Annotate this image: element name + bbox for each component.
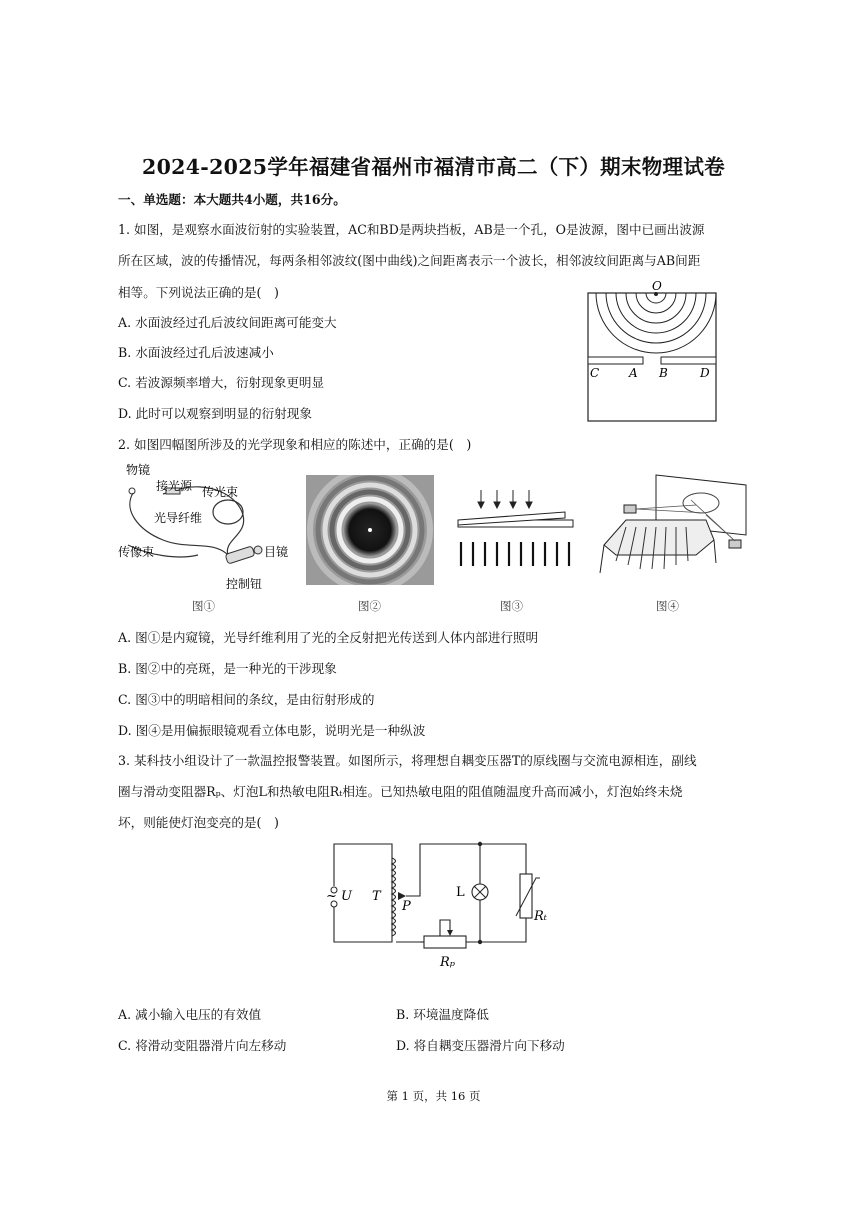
caption-fig4: 图④	[656, 599, 679, 613]
q1-option-c[interactable]: C. 若波源频率增大，衍射现象更明显	[118, 375, 325, 390]
q3-option-c[interactable]: C. 将滑动变阻器滑片向左移动	[118, 1038, 287, 1053]
page-title: 2024-2025学年福建省福州市福清市高二（下）期末物理试卷	[142, 155, 725, 179]
q1-stem-line1: 1. 如图，是观察水面波衍射的实验装置，AC和BD是两块挡板，AB是一个孔，O是波源，图中已画出波源	[118, 222, 705, 237]
circuit-diagram	[320, 838, 560, 978]
q1-stem-line2: 所在区域，波的传播情况，每两条相邻波纹(图中曲线)之间距离表示一个波长，相邻波纹间距离与AB间距	[118, 253, 701, 268]
q3-stem-line3: 坏，则能使灯泡变亮的是( )	[118, 815, 279, 830]
label-rheostat: Rₚ	[440, 955, 455, 970]
label-optical-fiber: 光导纤维	[154, 511, 203, 525]
q1-option-b[interactable]: B. 水面波经过孔后波速减小	[118, 345, 274, 360]
q2-option-d[interactable]: D. 图④是用偏振眼镜观看立体电影，说明光是一种纵波	[118, 723, 426, 738]
label-thermistor: Rₜ	[534, 909, 547, 924]
q2-option-a[interactable]: A. 图①是内窥镜，光导纤维利用了光的全反射把光传送到人体内部进行照明	[118, 630, 539, 645]
q1-option-d[interactable]: D. 此时可以观察到明显的衍射现象	[118, 406, 312, 421]
label-transformer: T	[372, 889, 381, 904]
fringe-figure	[453, 488, 578, 568]
q2-option-b[interactable]: B. 图②中的亮斑，是一种光的干涉现象	[118, 661, 337, 676]
label-a: A	[629, 366, 638, 380]
label-control-knob: 控制钮	[226, 577, 263, 591]
label-b: B	[659, 366, 668, 380]
caption-fig3: 图③	[500, 599, 523, 613]
endoscope-figure	[118, 460, 288, 595]
q2-stem: 2. 如图四幅图所涉及的光学现象和相应的陈述中，正确的是( )	[118, 437, 472, 452]
label-eyepiece: 目镜	[264, 545, 288, 559]
q2-option-c[interactable]: C. 图③中的明暗相间的条纹，是由衍射形成的	[118, 692, 375, 707]
bright-spot-figure	[306, 475, 434, 585]
q1-option-a[interactable]: A. 水面波经过孔后波纹间距离可能变大	[118, 315, 337, 330]
label-objective: 物镜	[126, 463, 151, 477]
page-footer: 第 1 页，共 16 页	[386, 1089, 481, 1103]
label-light-source: 接光源	[156, 479, 193, 493]
caption-fig1: 图①	[192, 599, 215, 613]
section-heading: 一、单选题：本大题共4小题，共16分。	[118, 192, 346, 207]
label-c: C	[590, 366, 600, 380]
q3-stem-line2: 圈与滑动变阻器Rₚ、灯泡L和热敏电阻Rₜ相连。已知热敏电阻的阻值随温度升高而减小，灯泡始终未烧	[118, 784, 683, 799]
q1-stem-line3: 相等。下列说法正确的是( )	[118, 285, 279, 300]
label-slider-p: P	[402, 899, 411, 914]
q3-option-d[interactable]: D. 将自耦变压器滑片向下移动	[396, 1038, 565, 1053]
label-source: ~ U	[326, 889, 352, 904]
q3-stem-line1: 3. 某科技小组设计了一款温控报警装置。如图所示，将理想自耦变压器T的原线圈与交流电源相连，副线	[118, 753, 697, 768]
q3-option-a[interactable]: A. 减小输入电压的有效值	[118, 1007, 262, 1022]
label-light-beam: 传光束	[202, 485, 239, 499]
wave-diffraction-figure	[583, 278, 723, 426]
caption-fig2: 图②	[358, 599, 381, 613]
polarized-glasses-figure	[596, 465, 756, 583]
label-image-bundle: 传像束	[118, 545, 155, 559]
label-d: D	[700, 366, 710, 380]
q3-option-b[interactable]: B. 环境温度降低	[396, 1007, 489, 1022]
label-lamp: L	[456, 885, 465, 900]
label-o: O	[652, 279, 662, 293]
